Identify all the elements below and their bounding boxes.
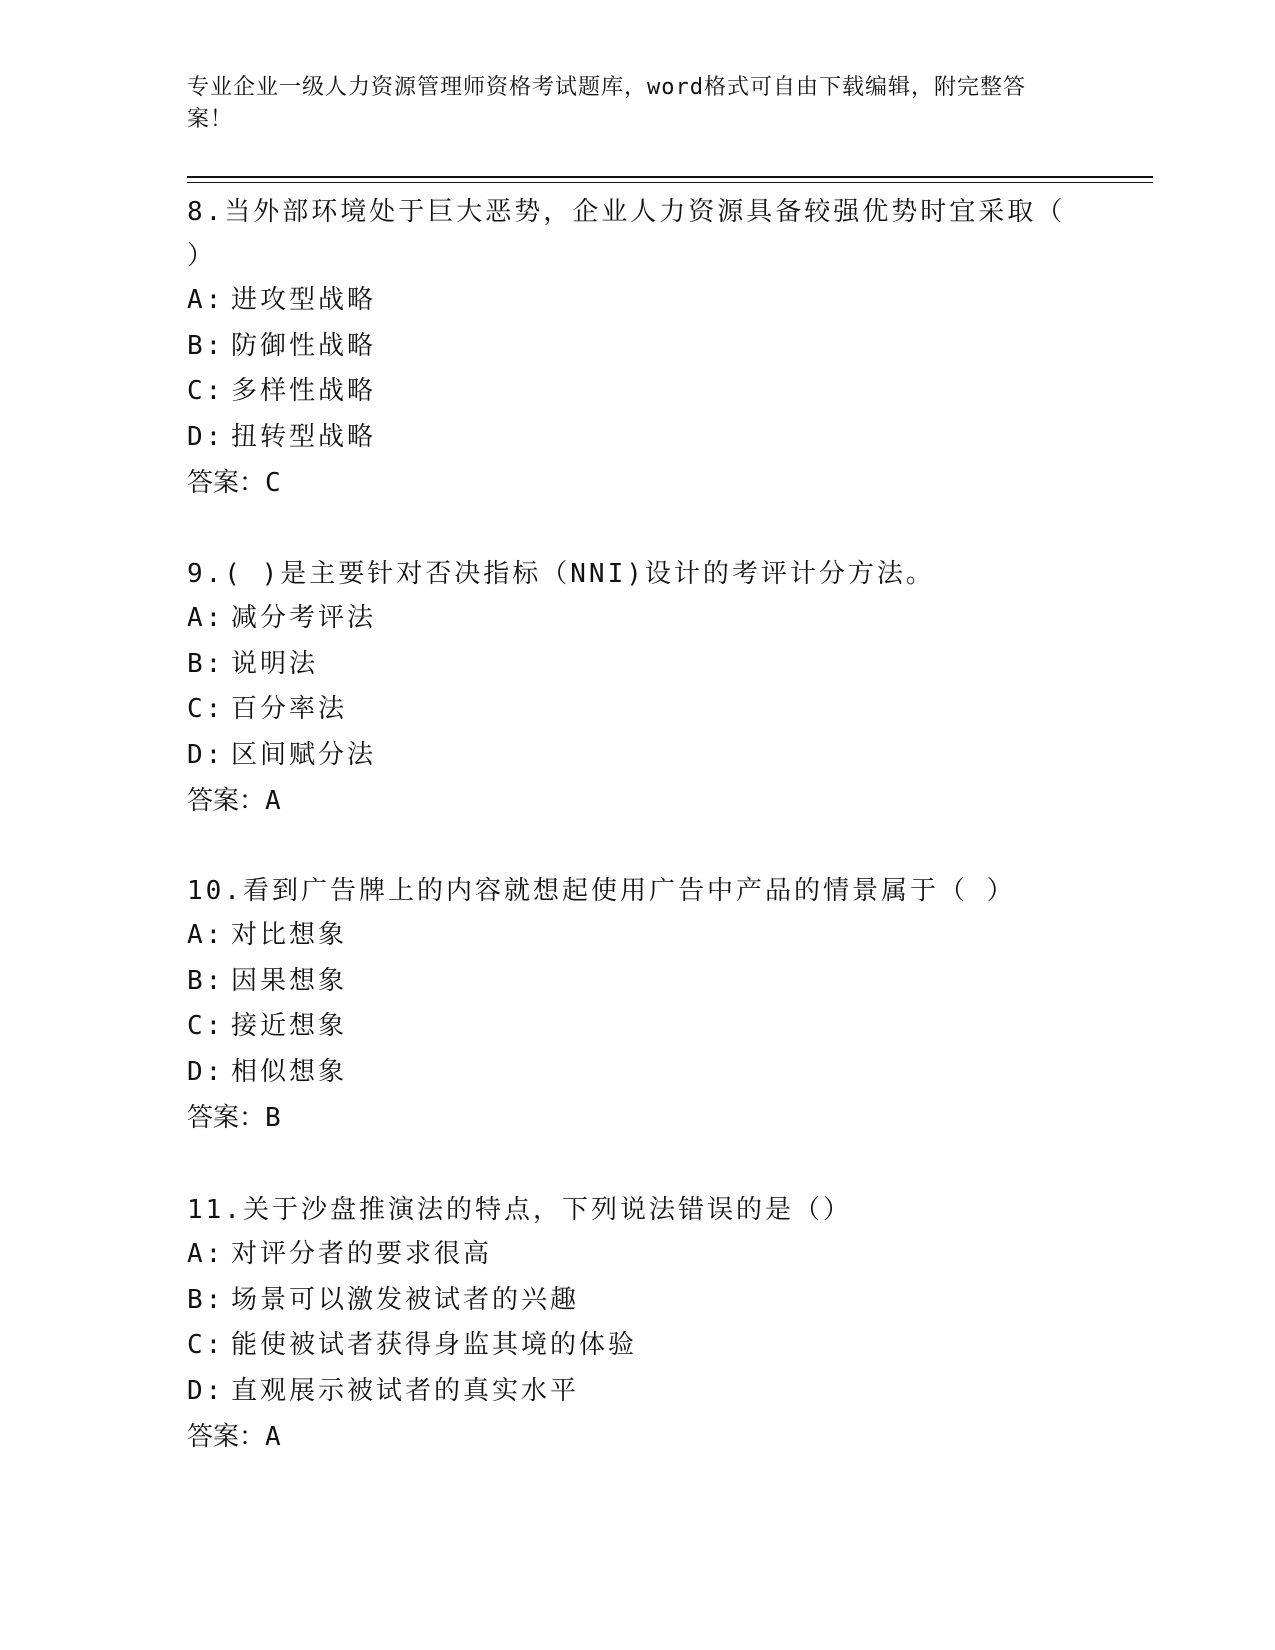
option-d bbox=[187, 733, 1067, 779]
header-divider-thin bbox=[187, 182, 1153, 183]
option-text: 对评分者的要求很高 bbox=[231, 1239, 493, 1269]
option-d bbox=[187, 1050, 1067, 1096]
option-letter: B: bbox=[187, 965, 225, 996]
option-letter: D: bbox=[187, 1056, 225, 1087]
option-letter: A: bbox=[187, 285, 225, 315]
option-b bbox=[187, 1278, 1067, 1324]
option-letter: B: bbox=[187, 1284, 225, 1315]
option-text: 进攻型战略 bbox=[231, 285, 377, 315]
answer-line bbox=[187, 460, 1067, 506]
answer-label: 答案： bbox=[187, 786, 266, 816]
option-letter: A: bbox=[187, 1239, 225, 1269]
option-c bbox=[187, 369, 1067, 415]
option-text: 接近想象 bbox=[231, 1011, 348, 1041]
option-text: 能使被试者获得身监其境的体验 bbox=[231, 1330, 638, 1360]
option-letter: A: bbox=[187, 603, 225, 633]
answer-label: 答案： bbox=[187, 1422, 266, 1452]
option-text: 场景可以激发被试者的兴趣 bbox=[231, 1284, 580, 1315]
question-stem: 11.关于沙盘推演法的特点，下列说法错误的是（） bbox=[187, 1195, 852, 1225]
option-text: 区间赋分法 bbox=[231, 739, 377, 770]
option-text: 因果想象 bbox=[231, 965, 348, 996]
option-a bbox=[187, 278, 1067, 324]
option-d bbox=[187, 1369, 1067, 1415]
option-text: 对比想象 bbox=[231, 920, 348, 950]
answer-value: C bbox=[265, 468, 281, 498]
question-8 bbox=[187, 190, 1067, 506]
option-text: 直观展示被试者的真实水平 bbox=[231, 1375, 580, 1406]
option-letter: D: bbox=[187, 739, 225, 770]
answer-line bbox=[187, 1414, 1067, 1460]
document-header: 专业企业一级人力资源管理师资格考试题库，word格式可自由下载编辑，附完整答案！ bbox=[187, 75, 1026, 132]
question-stem: 10.看到广告牌上的内容就想起使用广告中产品的情景属于（ ） bbox=[187, 876, 1016, 906]
question-9 bbox=[187, 552, 1067, 824]
option-b bbox=[187, 324, 1067, 370]
answer-label: 答案： bbox=[187, 468, 266, 498]
answer-value: A bbox=[265, 1422, 281, 1452]
option-list bbox=[187, 913, 1067, 1095]
option-letter: B: bbox=[187, 330, 225, 361]
answer-value: B bbox=[265, 1103, 281, 1133]
option-c bbox=[187, 1004, 1067, 1050]
option-text: 百分率法 bbox=[231, 694, 348, 724]
option-letter: C: bbox=[187, 376, 225, 406]
option-list bbox=[187, 278, 1067, 460]
option-list bbox=[187, 1232, 1067, 1414]
option-text: 多样性战略 bbox=[231, 376, 377, 406]
option-letter: C: bbox=[187, 1011, 225, 1041]
question-11 bbox=[187, 1188, 1067, 1460]
option-b bbox=[187, 959, 1067, 1005]
option-letter: A: bbox=[187, 920, 225, 950]
question-stem: 8.当外部环境处于巨大恶势，企业人力资源具备较强优势时宜采取（ ） bbox=[187, 197, 1066, 271]
option-list bbox=[187, 596, 1067, 778]
question-stem: 9.( )是主要针对否决指标（NNI)设计的考评计分方法。 bbox=[187, 559, 935, 589]
question-10 bbox=[187, 869, 1067, 1141]
option-letter: D: bbox=[187, 421, 225, 452]
option-a bbox=[187, 1232, 1067, 1278]
option-letter: C: bbox=[187, 694, 225, 724]
option-text: 相似想象 bbox=[231, 1056, 348, 1087]
answer-label: 答案： bbox=[187, 1103, 266, 1133]
option-letter: D: bbox=[187, 1375, 225, 1406]
option-a bbox=[187, 596, 1067, 642]
header-divider-thick bbox=[187, 176, 1153, 178]
option-text: 说明法 bbox=[231, 648, 319, 679]
option-d bbox=[187, 415, 1067, 461]
answer-line bbox=[187, 778, 1067, 824]
option-c bbox=[187, 1323, 1067, 1369]
option-letter: C: bbox=[187, 1330, 225, 1360]
answer-value: A bbox=[265, 786, 281, 816]
option-text: 扭转型战略 bbox=[231, 421, 377, 452]
option-text: 减分考评法 bbox=[231, 603, 377, 633]
answer-line bbox=[187, 1095, 1067, 1141]
option-c bbox=[187, 687, 1067, 733]
option-b bbox=[187, 642, 1067, 688]
option-letter: B: bbox=[187, 648, 225, 679]
option-text: 防御性战略 bbox=[231, 330, 377, 361]
option-a bbox=[187, 913, 1067, 959]
